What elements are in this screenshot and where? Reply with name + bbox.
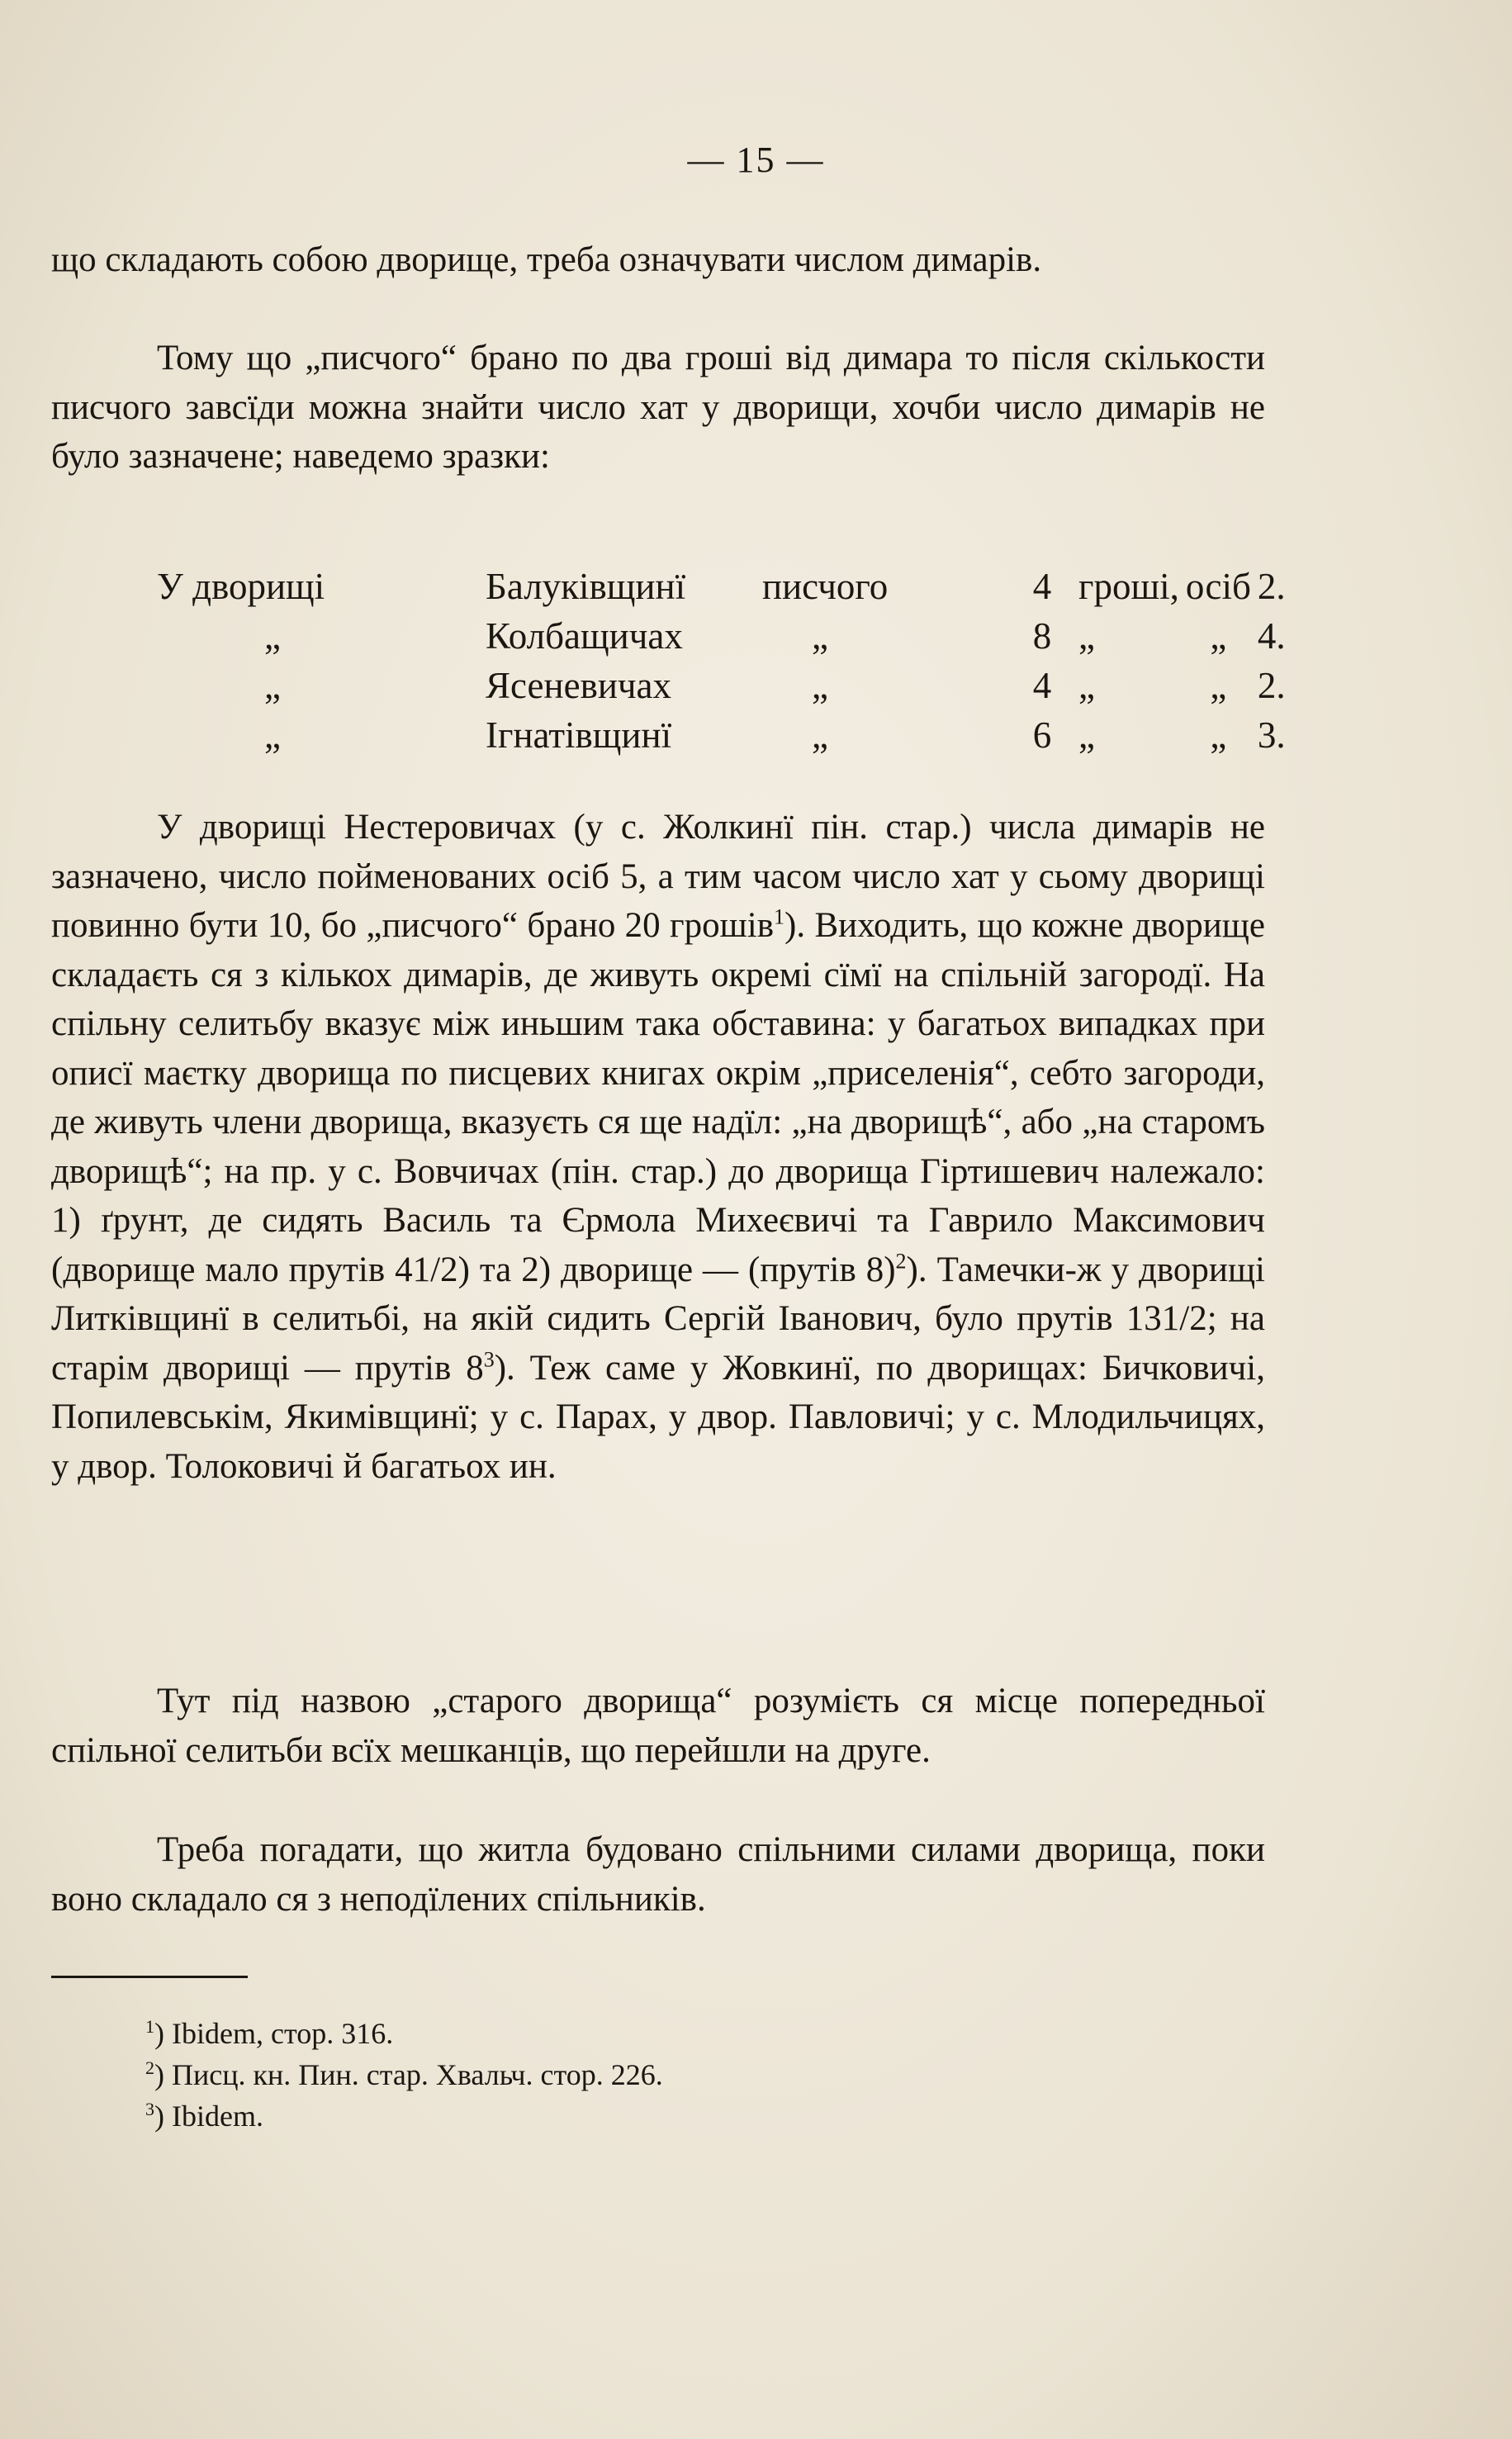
footnote-mark: 3 [145, 2099, 154, 2119]
paragraph-3-part-f: ). Теж саме у Жовкинї, по дворищах: Бичковичі, Попилевськім, Якимівщинї; у с. Парах, у двор. Павловичі; у с. Млодильчицях, у двор. Толоковичі й багатьох ин. [51, 1348, 1265, 1486]
samples-cell-name: Балуківщинї [486, 566, 686, 607]
samples-cell-unit: „ [1078, 714, 1095, 756]
samples-cell-prefix: „ [264, 665, 281, 706]
samples-cell-name: Ясеневичах [486, 665, 671, 706]
samples-cell-label: „ [1210, 615, 1227, 657]
samples-cell-count: 8 [1032, 615, 1052, 657]
samples-cell-count: 4 [1032, 665, 1052, 706]
paragraph-3-part-d: ). Тамечки-ж у дворищі Литківщинї в селитьбі, на якій сидить Сергій Іванович, було прутів 13 [51, 1250, 1265, 1338]
footnote-separator [51, 1976, 248, 1978]
samples-cell-what: „ [812, 615, 828, 657]
paragraph-5: Треба погадати, що житла будовано спільними силами дворища, поки воно складало ся з неподїлених спільників. [51, 1830, 1265, 1919]
samples-row [157, 664, 1307, 714]
paragraph-3-part-e: ; на старім дворищі — прутів 8 [51, 1299, 1265, 1388]
samples-cell-name: Колбащичах [486, 615, 683, 657]
paragraph-3-part-a: У дворищі Нестеровичах (у с. Жолкинї пін. стар.) числа димарів не зазначено, число пойменованих осіб 5, а тим часом число хат у сьому дворищі повинно бути 10, бо „писчого“ брано 20 грошів [51, 808, 1265, 945]
footnote-mark: 1 [145, 2016, 154, 2037]
fraction-half-2: 1/2 [1161, 1299, 1207, 1338]
samples-cell-what: „ [812, 665, 828, 706]
samples-cell-unit: гроші, [1078, 566, 1179, 607]
footnote-1 [145, 2013, 663, 2054]
samples-cell-prefix: „ [264, 714, 281, 756]
footnote-text: ) Ibidem. [154, 2100, 263, 2133]
samples-cell-label: „ [1210, 665, 1227, 706]
paragraph-4: Тут під назвою „старого дворища“ розумієть ся місце попередньої спільної селитьби всїх мешканців, що перейшли на друге. [51, 1682, 1265, 1770]
samples-cell-persons: 2. [1257, 566, 1286, 607]
footnote-3 [145, 2095, 663, 2137]
footnote-ref-1: 1 [774, 904, 785, 929]
samples-cell-count: 4 [1032, 566, 1052, 607]
samples-cell-prefix: У дворищі [157, 566, 325, 607]
samples-cell-what: „ [812, 714, 828, 756]
samples-cell-prefix: „ [264, 615, 281, 657]
samples-cell-persons: 4. [1257, 615, 1286, 657]
samples-cell-count: 6 [1032, 714, 1052, 756]
footnote-ref-2: 2 [895, 1249, 907, 1274]
samples-row [157, 614, 1307, 664]
page-number: — 15 — [687, 140, 825, 180]
samples-table [157, 565, 1307, 763]
paragraph-3 [51, 803, 1265, 1491]
paragraph-2: Тому що „писчого“ брано по два гроші від димара то після скількости писчого завсїди можна знайти число хат у дворищи, хочби число димарів не було зазначене; наведемо зразки: [51, 339, 1265, 476]
samples-row [157, 714, 1307, 763]
samples-cell-what: писчого [762, 566, 889, 607]
samples-row [157, 565, 1307, 614]
samples-cell-unit: „ [1078, 615, 1095, 657]
footnote-text: ) Писц. кн. Пин. стар. Хвальч. стор. 226. [154, 2058, 663, 2091]
footnote-ref-3: 3 [483, 1347, 495, 1372]
samples-cell-persons: 2. [1257, 665, 1286, 706]
samples-cell-label: „ [1210, 714, 1227, 756]
samples-cell-persons: 3. [1257, 714, 1286, 756]
samples-cell-label: осіб [1185, 566, 1251, 607]
paragraph-3-part-c: ) та 2) дворище — (прутів 8) [457, 1250, 896, 1289]
footnotes [145, 2013, 663, 2137]
paragraph-3-part-b: ). Виходить, що кожне дворище складаєть ся з кількох димарів, де живуть окремі сїмї на спільній загородї. На спільну селитьбу вказує між иньшим така обставина: у багатьох випадках при описї маєтку дворища по писцевих книгах окрім „приселенія“, себто загороди, де живуть члени дворища, вказуєть ся ще надїл: „на дворищѣ“, або „на старомъ дворищѣ“; на пр. у с. Вовчичах (пін. стар.) до дворища Гіртишевич належало: 1) ґрунт, де сидять Василь та Єрмола Михеєвичі та Гаврило Максимович (дворище мало прутів 4 [51, 906, 1265, 1289]
footnote-2 [145, 2054, 663, 2095]
paragraph-1: що складають собою дворище, треба означувати числом димарів. [51, 240, 1042, 279]
footnote-text: ) Ibidem, стор. 316. [154, 2017, 394, 2050]
samples-cell-unit: „ [1078, 665, 1095, 706]
samples-cell-name: Ігнатівщинї [486, 714, 672, 756]
fraction-half-1: 1/2 [412, 1250, 458, 1289]
footnote-mark: 2 [145, 2057, 154, 2078]
